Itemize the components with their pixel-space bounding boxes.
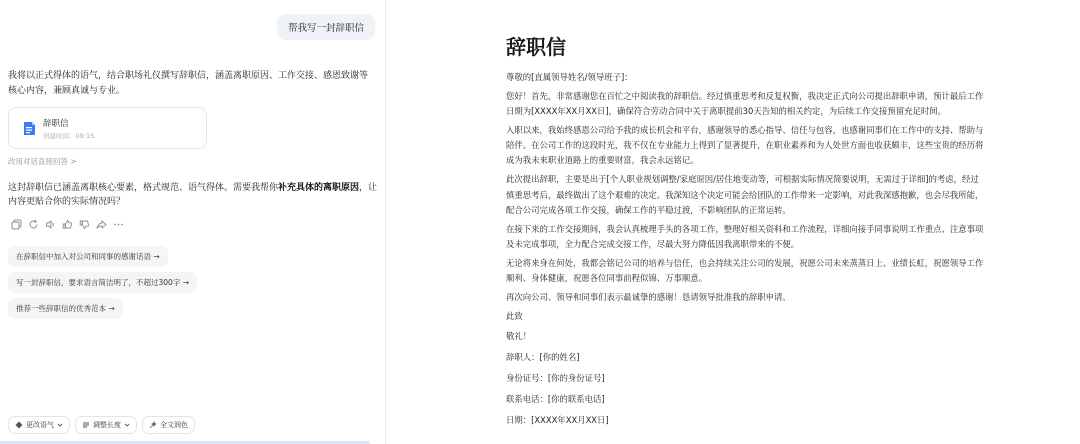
suggestion-chip[interactable]: 推荐一些辞职信的优秀范本 → [8,298,123,319]
summary-prefix: 这封辞职信已涵盖离职核心要素，格式规范、语气得体。需要我帮你 [8,183,279,193]
more-icon[interactable] [112,218,124,230]
salutation: 尊敬的[直属领导姓名/领导班子]： [506,72,633,82]
summary-highlight: 补充具体的离职原因 [278,183,360,193]
body-paragraph: 此次提出辞职，主要是出于[个人职业规划调整/家庭原因/居住地变动等，可根据实际情况简要说明，无需过于详细]的考虑，经过慎重思考后，最终做出了这个艰难的决定。我深知这个决定可能会给团队的工作带来一定影响，对此我深感抱歉，也会尽我所能，配合公司完成各项工作交接，确保工作的平稳过渡，不影响团队的正常运转。 [506,174,984,215]
user-message-bubble: 帮我写一封辞职信 [277,14,375,40]
chat-panel [0,0,386,444]
document-card-time: 创建时间：09:15 [43,132,95,140]
message-actions [10,218,124,230]
document-card[interactable] [8,107,207,149]
document-body[interactable] [506,70,986,433]
body-paragraph: 在接下来的工作交接期间，我会认真梳理手头的各项工作，整理好相关资料和工作流程，详细向接手同事说明工作重点、注意事项及未完成事项，全力配合完成交接工作，尽最大努力降低因我离职带来的不便。 [506,223,984,249]
change-tone-label: 更改语气 [26,421,54,429]
direct-answer-link[interactable]: 改用对话直接回答 > [8,157,77,166]
signature-line: 辞职人：[你的姓名] [506,352,580,363]
assistant-summary-text [8,181,380,209]
speaker-icon[interactable] [44,218,56,230]
copy-icon[interactable] [10,218,22,230]
assistant-intro-text: 我将以正式得体的语气，结合职场礼仪撰写辞职信，涵盖离职原因、工作交接、感恩致谢等核心内容，兼顾真诚与专业。 [8,71,369,96]
thumbs-down-icon[interactable] [78,218,90,230]
document-title: 辞职信 [506,35,566,59]
closing-line: 此致 [506,310,523,321]
change-tone-button[interactable] [8,416,70,434]
adjust-length-button[interactable] [75,416,137,434]
adjust-length-label: 调整长度 [93,421,121,429]
chevron-down-icon [57,422,63,428]
body-paragraph: 入职以来，我始终感恩公司给予我的成长机会和平台，感谢领导的悉心指导、信任与包容，也感谢同事们在工作中的支持、帮助与陪伴。在公司工作的这段时光，我不仅在专业能力上得到了显著提升，在职业素养和为人处世方面也收获颇丰，这些宝贵的经历将成为我未来职业道路上的重要财富，我会永远铭记。 [506,124,984,166]
thumbs-up-icon[interactable] [61,218,73,230]
polish-text-button[interactable] [142,416,195,434]
body-paragraph: 再次向公司、领导和同事们表示最诚挚的感谢！恳请领导批准我的辞职申请。 [506,291,791,302]
tone-icon [15,421,23,429]
signature-line: 联系电话：[你的联系电话] [506,393,605,404]
length-icon [82,421,90,429]
signature-line: 身份证号：[你的身份证号] [506,373,605,384]
body-paragraph: 您好！首先，非常感谢您在百忙之中阅读我的辞职信。经过慎重思考和反复权衡，我决定正式向公司提出辞职申请，预计最后工作日期为[XXXX年XX月XX日]，确保符合劳动合同中关于离职提前30天告知的相关约定，为后续工作交接预留充足时间。 [506,90,984,117]
document-icon [23,121,36,136]
chevron-down-icon [124,422,130,428]
closing-line: 敬礼！ [506,331,532,342]
document-card-title: 辞职信 [43,119,69,129]
body-paragraph: 无论将来身在何处，我都会铭记公司的培养与信任，也会持续关注公司的发展，祝愿公司未来蒸蒸日上、业绩长虹，祝愿领导工作顺利、身体健康，祝愿各位同事前程似锦、万事顺意。 [506,257,984,284]
summary-suffix: ，让内容更贴合你的实际情况吗？ [8,183,378,207]
polish-icon [149,421,157,429]
suggestion-chip[interactable]: 在辞职信中加入对公司和同事的感谢话语 → [8,246,168,267]
polish-text-label: 全文润色 [160,421,188,429]
regenerate-icon[interactable] [27,218,39,230]
document-panel [387,0,1080,444]
edit-toolbar [8,416,195,434]
suggestion-chip[interactable]: 写一封辞职信，要求语言简洁明了，不超过300字 → [8,272,197,293]
signature-line: 日期：[XXXX年XX月XX日] [506,414,609,425]
share-icon[interactable] [95,218,107,230]
